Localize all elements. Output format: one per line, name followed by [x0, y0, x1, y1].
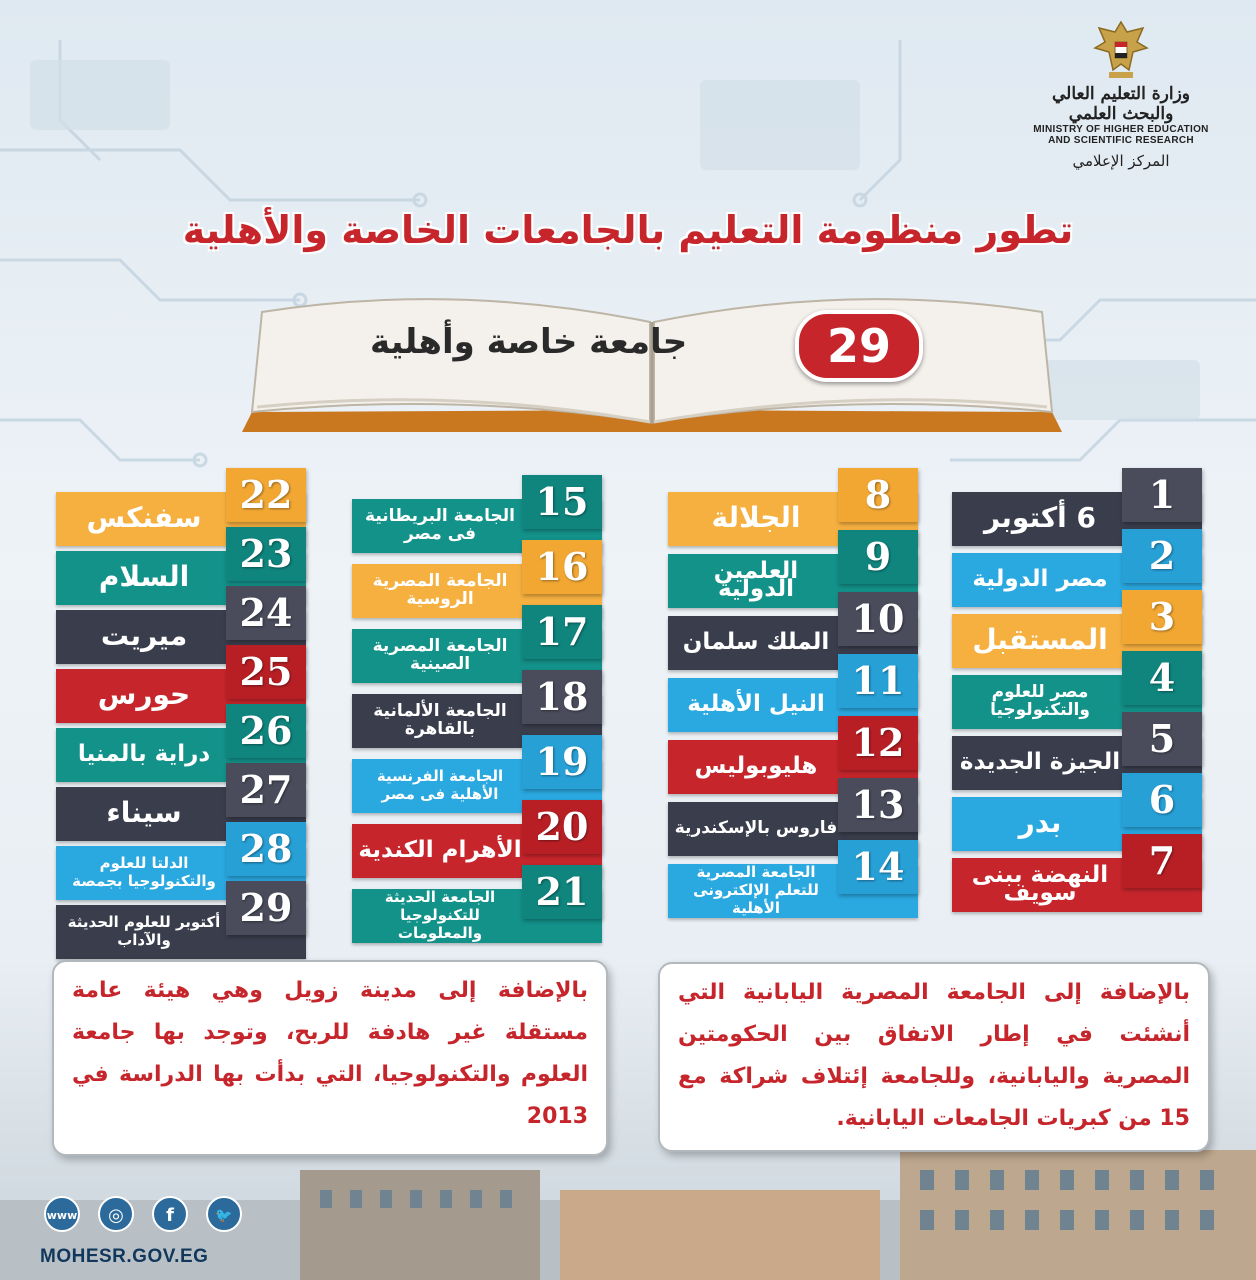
university-number: 10 — [851, 596, 905, 641]
university-name: فاروس بالإسكندرية — [674, 818, 838, 838]
university-name: سيناء — [106, 796, 182, 829]
university-number: 2 — [1148, 533, 1176, 578]
university-name: مصر للعلوم والتكنولوجيا — [990, 682, 1090, 720]
university-name: الجامعة الفرنسية الأهلية فى مصر — [376, 767, 504, 803]
university-name: المستقبل — [972, 623, 1108, 656]
twitter-icon[interactable]: 🐦 — [206, 1196, 242, 1232]
eagle-emblem-icon — [1091, 18, 1151, 82]
university-name: ميريت — [100, 619, 188, 652]
university-item — [668, 840, 918, 918]
university-name: النهضة ببنى سويف — [971, 862, 1109, 906]
university-number: 17 — [535, 609, 589, 654]
university-name: الجامعة الألمانية بالقاهرة — [373, 701, 507, 739]
university-number: 25 — [239, 649, 293, 694]
university-name: الجيزة الجديدة — [959, 749, 1121, 775]
ministry-logo — [1026, 18, 1216, 170]
university-number: 13 — [851, 782, 905, 827]
university-number: 9 — [864, 534, 892, 579]
university-name: النيل الأهلية — [687, 691, 825, 717]
university-name: هليوبوليس — [694, 753, 818, 779]
university-name: الأهرام الكندية — [358, 837, 522, 863]
university-name: الملك سلمان — [682, 629, 830, 655]
university-number: 12 — [851, 720, 905, 765]
ministry-name-english-1: MINISTRY OF HIGHER EDUCATION — [1033, 124, 1209, 135]
ministry-name-english-2: AND SCIENTIFIC RESEARCH — [1048, 135, 1194, 146]
university-number: 20 — [535, 804, 589, 849]
university-name: حورس — [97, 678, 191, 711]
book-count-badge: 29 — [795, 310, 923, 382]
university-name: العلمين الدولية — [713, 558, 799, 602]
university-number: 29 — [239, 885, 293, 930]
university-name: الجلالة — [711, 501, 801, 534]
university-name: دراية بالمنيا — [77, 741, 211, 767]
university-number: 5 — [1148, 716, 1176, 761]
instagram-icon[interactable]: ◎ — [98, 1196, 134, 1232]
university-name: بدر — [1018, 806, 1062, 839]
university-number: 16 — [535, 544, 589, 589]
info-box-zewail-city: بالإضافة إلى مدينة زويل وهي هيئة عامة مستقلة غير هادفة للربح، وتوجد بها جامعة العلوم والتكنولوجيا، التي بدأت بها الدراسة في 2013 — [52, 960, 608, 1156]
page-title: تطور منظومة التعليم بالجامعات الخاصة والأهلية — [182, 208, 1074, 252]
university-number: 24 — [239, 590, 293, 635]
university-number: 21 — [535, 869, 589, 914]
university-number: 11 — [851, 658, 905, 703]
footer-social — [40, 1196, 250, 1276]
university-number: 4 — [1148, 655, 1176, 700]
university-name: أكتوبر للعلوم الحديثة والآداب — [67, 913, 221, 949]
university-name: 6 أكتوبر — [983, 501, 1097, 534]
university-number: 1 — [1148, 472, 1176, 517]
university-name: سفنكس — [86, 501, 202, 534]
university-name: الجامعة الحديثة للتكنولوجيا والمعلومات — [384, 888, 496, 942]
university-number: 18 — [535, 674, 589, 719]
info-box-japanese-university: بالإضافة إلى الجامعة المصرية اليابانية التي أنشئت في إطار الاتفاق بين الحكومتين المصرية واليابانية، وللجامعة إئتلاف شراكة مع 15 من كبريات الجامعات اليابانية. — [658, 962, 1210, 1152]
university-name: الجامعة المصرية الصينية — [372, 636, 508, 674]
university-number: 28 — [239, 826, 293, 871]
university-number: 19 — [535, 739, 589, 784]
university-name: الجامعة البريطانية فى مصر — [365, 506, 515, 544]
university-number: 7 — [1148, 838, 1176, 883]
university-number: 27 — [239, 767, 293, 812]
university-number: 14 — [851, 844, 905, 889]
open-book-illustration — [232, 282, 1072, 444]
university-item — [952, 834, 1202, 912]
www-icon[interactable]: www — [44, 1196, 80, 1232]
university-number: 22 — [239, 472, 293, 517]
website-link[interactable]: MOHESR.GOV.EG — [40, 1246, 209, 1267]
ministry-name-arabic: وزارة التعليم العالي والبحث العلمي — [1051, 84, 1191, 124]
university-number: 15 — [535, 479, 589, 524]
facebook-icon[interactable]: f — [152, 1196, 188, 1232]
university-number: 3 — [1148, 594, 1176, 639]
media-center-label: المركز الإعلامي — [1072, 152, 1170, 170]
university-number: 8 — [864, 472, 892, 517]
university-name: الجامعة المصرية للتعلم الإلكترونى الأهلية — [693, 863, 819, 917]
university-item — [56, 881, 306, 959]
book-label: جامعة خاصة وأهلية — [370, 322, 688, 362]
university-item — [352, 865, 602, 943]
university-name: مصر الدولية — [972, 566, 1108, 592]
university-name: السلام — [98, 560, 190, 593]
university-number: 6 — [1148, 777, 1176, 822]
university-name: الجامعة المصرية الروسية — [372, 571, 508, 609]
university-number: 23 — [239, 531, 293, 576]
university-number: 26 — [239, 708, 293, 753]
university-name: الدلتا للعلوم والتكنولوجيا بجمصة — [72, 854, 216, 890]
